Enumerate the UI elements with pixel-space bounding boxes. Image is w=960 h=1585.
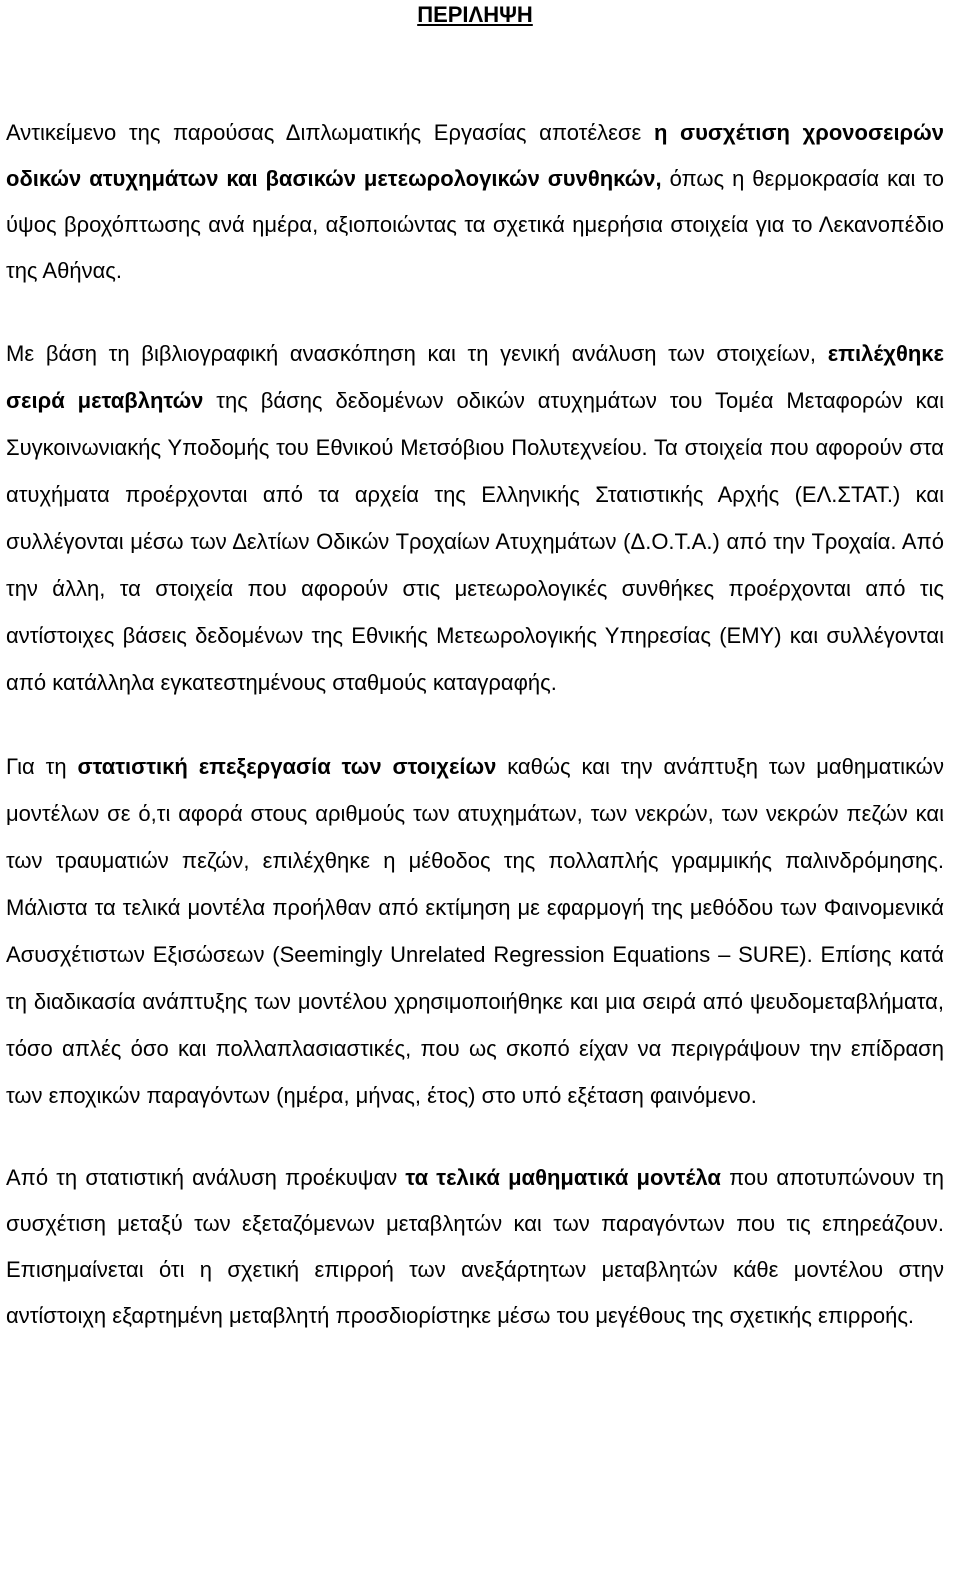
paragraph-text: όπως η θερμοκρασία και το ύψος βροχόπτωσης ανά ημέρα, αξιοποιώντας τα σχετικά ημερήσια στοιχεία για το Λεκανοπέδιο της Αθήνας. <box>6 166 944 283</box>
paragraph-text: Με βάση τη βιβλιογραφική ανασκόπηση και τη γενική ανάλυση των στοιχείων, <box>6 341 828 366</box>
paragraph-text: καθώς και την ανάπτυξη των μαθηματικών μοντέλων σε ό,τι αφορά στους αριθμούς των ατυχημάτων, των νεκρών, των νεκρών πεζών και των τραυματιών πεζών, επιλέχθηκε η μέθοδος της πολλαπλής γραμμικής παλινδρόμησης. Μάλιστα τα τελικά μοντέλα προήλθαν από εκτίμηση με εφαρμογή της μεθόδου των Φαινομενικά Ασυσχέτιστων Εξισώσεων (Seemingly Unrelated Regression Equations – SURE). Επίσης κατά τη διαδικασία ανάπτυξης των μοντέλου χρησιμοποιήθηκε και μια σειρά από ψευδομεταβλήματα, τόσο απλές όσο και πολλαπλασιαστικές, που ως σκοπό είχαν να περιγράψουν την επίδραση των εποχικών παραγόντων (ημέρα, μήνας, έτος) στο υπό εξέταση φαινόμενο. <box>6 754 944 1108</box>
paragraph-text: Για τη <box>6 754 78 779</box>
paragraph-bold-text: στατιστική επεξεργασία των στοιχείων <box>77 754 497 779</box>
paragraph-text: που αποτυπώνουν τη συσχέτιση μεταξύ των εξεταζόμενων μεταβλητών και των παραγόντων που τις επηρεάζουν. Επισημαίνεται ότι η σχετική επιρροή των ανεξάρτητων μεταβλητών κάθε μοντέλου στην αντίστοιχη εξαρτημένη μεταβλητή προσδιορίστηκε μέσω του μεγέθους της σχετικής επιρροής. <box>6 1165 944 1328</box>
paragraph-bold-text: επιλέχθηκε σειρά μεταβλητών <box>6 341 944 413</box>
paragraph-bold-text: η συσχέτιση χρονοσειρών οδικών ατυχημάτων και βασικών μετεωρολογικών συνθηκών, <box>6 120 944 191</box>
document-title: ΠΕΡΙΛΗΨΗ <box>417 2 533 27</box>
abstract-paragraph-1 <box>6 110 944 294</box>
abstract-paragraph-3 <box>6 743 944 1119</box>
paragraph-text: Από τη στατιστική ανάλυση προέκυψαν <box>6 1165 406 1190</box>
abstract-paragraph-4 <box>6 1155 944 1339</box>
abstract-paragraph-2 <box>6 330 944 706</box>
paragraph-bold-text: τα τελικά μαθηματικά μοντέλα <box>405 1165 721 1190</box>
paragraph-text: της βάσης δεδομένων οδικών ατυχημάτων του Τομέα Μεταφορών και Συγκοινωνιακής Υποδομής του Εθνικού Μετσόβιου Πολυτεχνείου. Τα στοιχεία που αφορούν στα ατυχήματα προέρχονται από τα αρχεία της Ελληνικής Στατιστικής Αρχής (ΕΛ.ΣΤΑΤ.) και συλλέγονται μέσω των Δελτίων Οδικών Τροχαίων Ατυχημάτων (Δ.Ο.Τ.Α.) από την Τροχαία. Από την άλλη, τα στοιχεία που αφορούν στις μετεωρολογικές συνθήκες προέρχονται από τις αντίστοιχες βάσεις δεδομένων της Εθνικής Μετεωρολογικής Υπηρεσίας (ΕΜΥ) και συλλέγονται από κατάλληλα εγκατεστημένους σταθμούς καταγραφής. <box>6 388 944 695</box>
paragraph-text: Αντικείμενο της παρούσας Διπλωματικής Εργασίας αποτέλεσε <box>6 120 654 145</box>
